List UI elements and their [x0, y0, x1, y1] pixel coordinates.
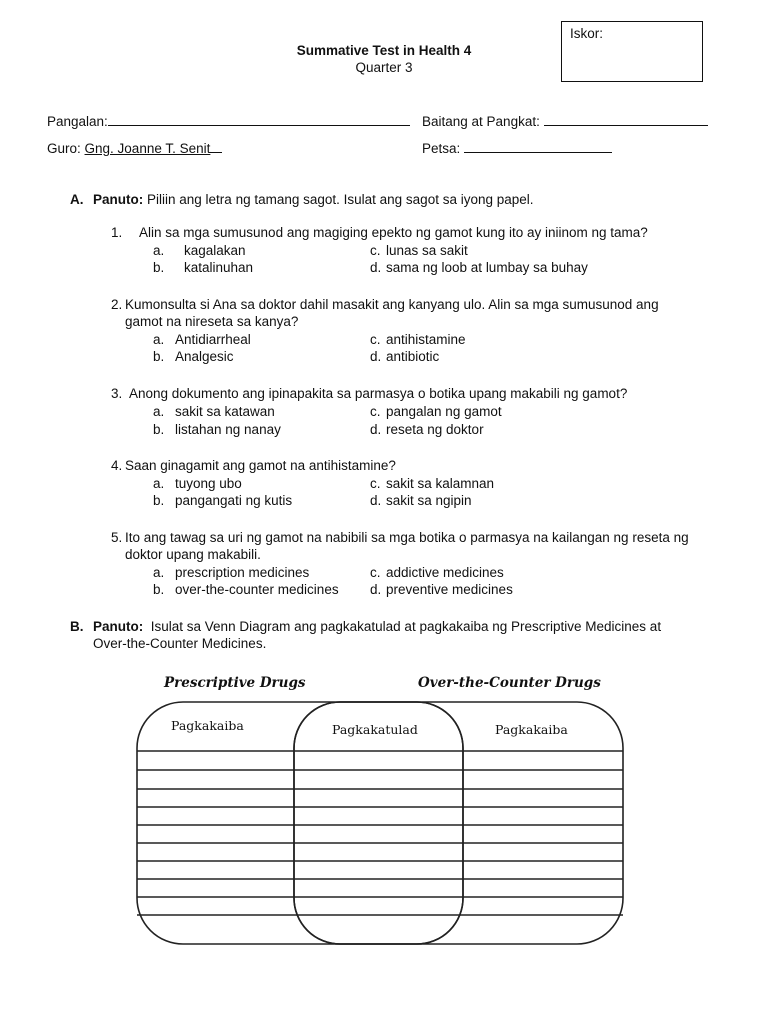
q3-choice-b-letter: b. [153, 422, 165, 437]
q1-choice-d-letter: d. [370, 260, 382, 275]
date-label: Petsa: [422, 141, 461, 156]
q4-choice-b-letter: b. [153, 493, 165, 508]
q5-choice-b[interactable]: over-the-counter medicines [175, 582, 339, 597]
q1-choice-c-letter: c. [370, 243, 381, 258]
q1-choice-d[interactable]: sama ng loob at lumbay sa buhay [386, 260, 588, 275]
q4-choice-d-letter: d. [370, 493, 382, 508]
q4-choice-c-letter: c. [370, 476, 381, 491]
q5-text-line1: Ito ang tawag sa uri ng gamot na nabibili sa mga botika o parmasya na kailangan ng reseta ng [125, 530, 689, 545]
q2-text-line2: gamot na nireseta sa kanya? [125, 314, 299, 329]
q3-choice-b[interactable]: listahan ng nanay [175, 422, 281, 437]
section-a-letter: A. [70, 192, 84, 207]
score-label: Iskor: [570, 26, 604, 41]
q5-choice-c[interactable]: addictive medicines [386, 565, 504, 580]
name-label: Pangalan: [47, 114, 108, 129]
q3-choice-a[interactable]: sakit sa katawan [175, 404, 275, 419]
venn-left-oval [137, 702, 463, 944]
q1-choice-b-letter: b. [153, 260, 165, 275]
venn-right-oval [294, 702, 623, 944]
q3-choice-d-letter: d. [370, 422, 382, 437]
q3-choice-a-letter: a. [153, 404, 165, 419]
q3-choice-c-letter: c. [370, 404, 381, 419]
section-b-instruction-text: Isulat sa Venn Diagram ang pagkakatulad at pagkakaiba ng Prescriptive Medicines at [150, 619, 662, 634]
q2-choice-b[interactable]: Analgesic [175, 349, 234, 364]
q2-text-line1: Kumonsulta si Ana sa doktor dahil masakit ang kanyang ulo. Alin sa mga sumusunod ang [125, 297, 659, 312]
q5-text-line2: doktor upang makabili. [125, 547, 261, 562]
venn-center-region [294, 702, 463, 944]
q3-text: Anong dokumento ang ipinapakita sa parmasya o botika upang makabili ng gamot? [129, 386, 628, 401]
q4-choice-b[interactable]: pangangati ng kutis [175, 493, 293, 508]
q4-choice-c[interactable]: sakit sa kalamnan [386, 476, 495, 491]
q2-choice-a[interactable]: Antidiarrheal [175, 332, 251, 347]
teacher-label: Guro: [47, 141, 81, 156]
venn-right-label: Pagkakaiba [495, 722, 568, 737]
teacher-name: Gng. Joanne T. Senit [84, 141, 211, 156]
section-a-instruction-label: Panuto: [93, 192, 144, 207]
section-a-instruction-text: Piliin ang letra ng tamang sagot. Isulat ang sagot sa iyong papel. [147, 192, 534, 207]
q2-choice-b-letter: b. [153, 349, 165, 364]
q5-choice-a[interactable]: prescription medicines [175, 565, 310, 580]
venn-right-title: Over-the-Counter Drugs [418, 675, 601, 691]
q2-choice-d[interactable]: antibiotic [386, 349, 440, 364]
section-b-instruction-label: Panuto: [93, 619, 144, 634]
q1-choice-c[interactable]: lunas sa sakit [386, 243, 468, 258]
q5-number: 5. [111, 530, 123, 545]
test-subtitle: Quarter 3 [355, 60, 413, 75]
section-b-letter: B. [70, 619, 84, 634]
q4-number: 4. [111, 458, 123, 473]
q2-choice-c-letter: c. [370, 332, 381, 347]
q3-choice-d[interactable]: reseta ng doktor [386, 422, 484, 437]
q1-choice-a-letter: a. [153, 243, 165, 258]
q3-choice-c[interactable]: pangalan ng gamot [386, 404, 502, 419]
q5-choice-d[interactable]: preventive medicines [386, 582, 513, 597]
q2-choice-c[interactable]: antihistamine [386, 332, 466, 347]
q1-text: Alin sa mga sumusunod ang magiging epekto ng gamot kung ito ay iniinom ng tama? [139, 225, 648, 240]
section-b-instruction-line2: Over-the-Counter Medicines. [93, 636, 267, 651]
grade-label: Baitang at Pangkat: [422, 114, 540, 129]
q5-choice-b-letter: b. [153, 582, 165, 597]
q4-text: Saan ginagamit ang gamot na antihistamine? [125, 458, 396, 473]
q2-choice-d-letter: d. [370, 349, 382, 364]
q1-number: 1. [111, 225, 123, 240]
q1-choice-b[interactable]: katalinuhan [184, 260, 254, 275]
venn-writing-lines [137, 751, 623, 915]
q5-choice-c-letter: c. [370, 565, 381, 580]
q1-choice-a[interactable]: kagalakan [184, 243, 246, 258]
q5-choice-d-letter: d. [370, 582, 382, 597]
q5-choice-a-letter: a. [153, 565, 165, 580]
q2-number: 2. [111, 297, 123, 312]
test-title: Summative Test in Health 4 [296, 43, 472, 58]
q3-number: 3. [111, 386, 123, 401]
q4-choice-a-letter: a. [153, 476, 165, 491]
q4-choice-a[interactable]: tuyong ubo [175, 476, 242, 491]
venn-left-label: Pagkakaiba [171, 718, 244, 733]
venn-left-title: Prescriptive Drugs [164, 675, 306, 691]
q2-choice-a-letter: a. [153, 332, 165, 347]
venn-center-label: Pagkakatulad [332, 722, 418, 737]
q4-choice-d[interactable]: sakit sa ngipin [386, 493, 472, 508]
